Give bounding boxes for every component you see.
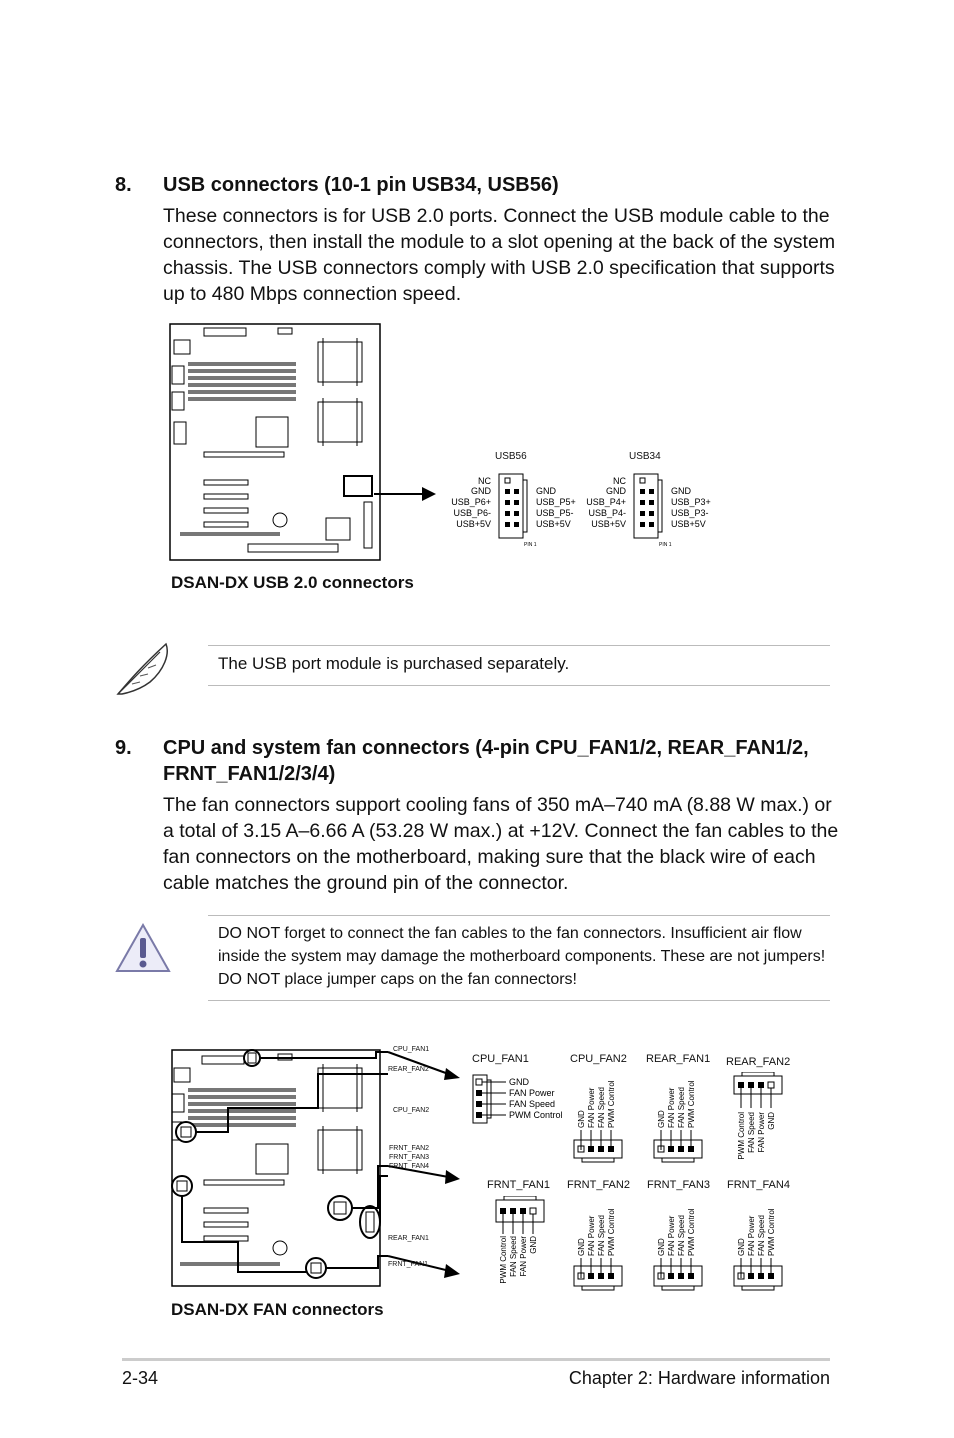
usb-pointer-arrow (386, 486, 438, 502)
frnt-fan1-connector (494, 1196, 550, 1296)
rear-fan2-label: REAR_FAN2 (726, 1056, 791, 1068)
frnt-fan3-label: FRNT_FAN3 (647, 1179, 710, 1191)
usb56-label: USB56 (495, 451, 527, 462)
board-label: CPU_FAN2 (393, 1107, 430, 1114)
fan-pin-label: FAN Power (587, 1087, 596, 1128)
fan-pin-label: GND (657, 1238, 666, 1256)
rear-fan2-connector (732, 1072, 788, 1172)
usb56-pin-label: GND (471, 486, 491, 496)
cpu-fan2-label: CPU_FAN2 (570, 1053, 627, 1065)
usb34-pin-label: GND (671, 486, 691, 496)
frnt-fan1-label: FRNT_FAN1 (487, 1179, 550, 1191)
section-body: The fan connectors support cooling fans of 350 mA–740 mA (8.88 W max.) or a total of 3.15 A–6.66 A (53.28 W max.) at +12V. Connect the fan cables to the fan connectors on the motherboard, making sure that the black wire of each cable matches the ground pin of the connector. (163, 794, 839, 894)
fan-pin-label: GND (577, 1238, 586, 1256)
frnt-fan2-label: FRNT_FAN2 (567, 1179, 630, 1191)
frnt-fan3-connector (652, 1196, 708, 1296)
usb56-pin1-label: PIN 1 (524, 542, 537, 548)
usb56-pin-label: USB_P6+ (451, 497, 491, 507)
usb56-pin-label: NC (478, 476, 491, 486)
fan-pin-label: FAN Speed (677, 1087, 686, 1128)
frnt-fan4-label: FRNT_FAN4 (727, 1179, 790, 1191)
fan-pin-label: PWM Control (767, 1208, 776, 1256)
fan-pin-label: GND (509, 1077, 529, 1087)
note-text: The USB port module is purchased separately. (218, 654, 570, 673)
usb34-pin-label: USB_P3+ (671, 497, 711, 507)
fan-pin-label: GND (657, 1110, 666, 1128)
fan-pin-label: FAN Speed (509, 1099, 556, 1109)
fan-pin-label: PWM Control (499, 1236, 508, 1284)
usb56-pin-label: GND (536, 486, 556, 496)
usb-board-diagram (168, 322, 388, 564)
board-label: FRNT_FAN2 (389, 1145, 430, 1152)
usb34-pinout (582, 472, 722, 548)
fan-pin-label: PWM Control (687, 1080, 696, 1128)
board-label: REAR_FAN2 (388, 1066, 429, 1073)
chapter-title: Chapter 2: Hardware information (568, 1368, 830, 1388)
warning-triangle-icon (114, 922, 172, 974)
usb34-pin-label: USB+5V (671, 519, 706, 529)
warning-text: DO NOT forget to connect the fan cables to the fan connectors. Insufficient air flow inside the system may damage the motherboard components. These are not jumpers! DO NOT place jumper caps on the fan connectors! (218, 925, 826, 988)
section-title: CPU and system fan connectors (4-pin CPU_FAN1/2, REAR_FAN1/2, FRNT_FAN1/2/3/4) (163, 737, 809, 785)
fan-pin-label: FAN Speed (597, 1087, 606, 1128)
note-divider (208, 685, 830, 686)
fan-pin-label: FAN Power (757, 1112, 766, 1153)
fan-pin-label: FAN Power (667, 1087, 676, 1128)
fan-pin-label: FAN Speed (747, 1112, 756, 1153)
section-number: 9. (115, 737, 132, 759)
usb56-pinout (447, 472, 587, 548)
board-label: FRNT_FAN1 (388, 1261, 429, 1268)
fan-pin-label: FAN Speed (757, 1215, 766, 1256)
board-label: FRNT_FAN4 (389, 1163, 430, 1170)
fan-pin-label: PWM Control (687, 1208, 696, 1256)
usb56-pin-label: USB_P6- (453, 508, 491, 518)
feather-pen-icon (112, 640, 174, 698)
board-label: FRNT_FAN3 (389, 1154, 430, 1161)
cpu-fan1-label: CPU_FAN1 (472, 1053, 529, 1065)
rear-fan1-label: REAR_FAN1 (646, 1053, 711, 1065)
usb34-pin-label: USB_P4- (588, 508, 626, 518)
fan-pin-label: FAN Power (587, 1215, 596, 1256)
frnt-fan4-connector (732, 1196, 788, 1296)
warning-divider (208, 915, 830, 916)
fan-pin-label: GND (577, 1110, 586, 1128)
usb56-pin-label: USB+5V (456, 519, 491, 529)
frnt-fan2-connector (572, 1196, 628, 1296)
fan-pin-label: GND (737, 1238, 746, 1256)
usb56-pin-label: USB_P5- (536, 508, 574, 518)
rear-fan1-connector (652, 1068, 708, 1168)
section-number: 8. (115, 174, 132, 196)
fan-diagram-caption: DSAN-DX FAN connectors (171, 1300, 384, 1319)
warning-divider (208, 1000, 830, 1001)
section-body: These connectors is for USB 2.0 ports. Connect the USB module cable to the connectors, then install the module to a slot opening at the back of the system chassis. The USB connectors comply with USB 2.0 specification that supports up to 480 Mbps connection speed. (163, 205, 836, 305)
fan-pin-label: PWM Control (509, 1110, 563, 1120)
fan-pin-label: FAN Power (519, 1236, 528, 1277)
usb-diagram-caption: DSAN-DX USB 2.0 connectors (171, 573, 414, 592)
cpu-fan2-connector (572, 1068, 628, 1168)
fan-pin-label: FAN Power (509, 1088, 555, 1098)
usb34-pin-label: USB_P4+ (586, 497, 626, 507)
footer-rule (122, 1358, 830, 1361)
usb56-pin-label: USB+5V (536, 519, 571, 529)
usb34-pin-label: USB+5V (591, 519, 626, 529)
fan-pin-label: PWM Control (607, 1080, 616, 1128)
usb34-label: USB34 (629, 451, 661, 462)
usb34-pin1-label: PIN 1 (659, 542, 672, 548)
page-number: 2-34 (122, 1368, 159, 1388)
fan-pin-label: PWM Control (607, 1208, 616, 1256)
board-label: REAR_FAN1 (388, 1235, 429, 1242)
usb34-pin-label: USB_P3- (671, 508, 709, 518)
fan-pin-label: FAN Speed (509, 1236, 518, 1277)
fan-pin-label: PWM Control (737, 1112, 746, 1160)
fan-pin-label: FAN Power (747, 1215, 756, 1256)
usb34-pin-label: GND (606, 486, 626, 496)
board-label: CPU_FAN1 (393, 1046, 430, 1053)
fan-pin-label: FAN Speed (597, 1215, 606, 1256)
cpu-fan1-connector (472, 1074, 572, 1126)
fan-pin-label: FAN Speed (677, 1215, 686, 1256)
usb34-pin-label: NC (613, 476, 626, 486)
note-divider (208, 645, 830, 646)
section-title: USB connectors (10-1 pin USB34, USB56) (163, 174, 559, 196)
fan-pin-label: FAN Power (667, 1215, 676, 1256)
fan-pin-label: GND (529, 1236, 538, 1254)
fan-pin-label: GND (767, 1112, 776, 1130)
usb56-pin-label: USB_P5+ (536, 497, 576, 507)
